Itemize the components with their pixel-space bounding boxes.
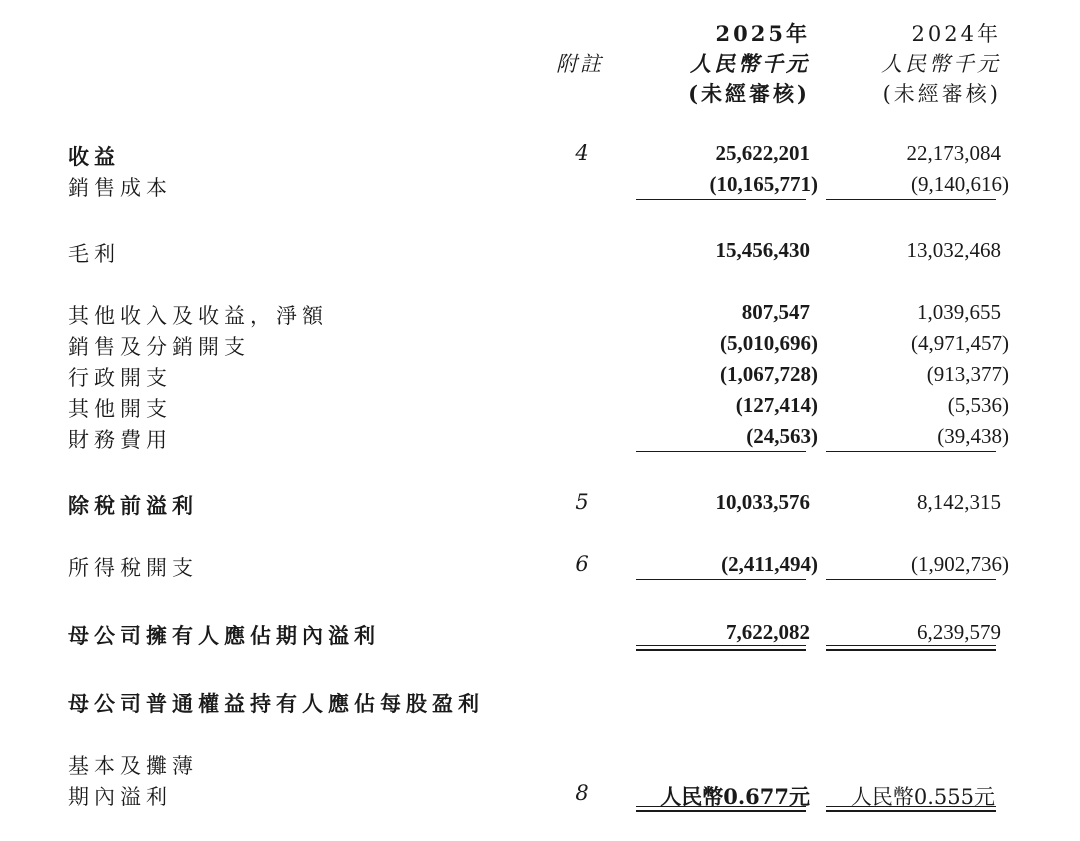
header-currency-2024: 人民幣千元 <box>881 52 1001 76</box>
header-status-2025: (未經審核) <box>688 81 810 106</box>
row-income-tax-2025: (2,411,494) <box>721 552 818 576</box>
row-other-income-2024: 1,039,655 <box>917 300 1001 324</box>
row-revenue-2025: 25,622,201 <box>715 141 810 165</box>
row-other-income-2025: 807,547 <box>741 300 810 324</box>
row-admin-expenses-label: 行政開支 <box>68 366 172 390</box>
row-finance-costs-2024: (39,438) <box>937 424 1009 448</box>
row-other-expenses-2025: (127,414) <box>735 393 818 417</box>
row-admin-expenses-2025: (1,067,728) <box>720 362 818 386</box>
row-cost-of-sales-label: 銷售成本 <box>68 176 172 200</box>
row-gross-profit-label: 毛利 <box>68 242 120 266</box>
row-eps-note: 8 <box>575 781 589 805</box>
row-profit-attributable-label: 母公司擁有人應佔期內溢利 <box>68 623 380 648</box>
row-selling-expenses-2025: (5,010,696) <box>720 331 818 355</box>
header-currency-2025: 人民幣千元 <box>690 51 810 76</box>
row-other-expenses-label: 其他開支 <box>68 397 172 421</box>
row-income-tax-2024: (1,902,736) <box>911 552 1009 576</box>
row-profit-before-tax-note: 5 <box>575 490 589 514</box>
row-selling-expenses-2024: (4,971,457) <box>911 331 1009 355</box>
double-underline-eps-2024 <box>826 806 996 812</box>
eps-heading: 母公司普通權益持有人應佔每股盈利 <box>68 691 484 716</box>
row-finance-costs-label: 財務費用 <box>68 428 172 452</box>
row-profit-before-tax-2025: 10,033,576 <box>715 490 810 514</box>
underline-tax-2024 <box>826 579 996 580</box>
row-revenue-note: 4 <box>575 141 589 165</box>
row-eps-label-line1: 基本及攤薄 <box>68 754 198 778</box>
row-admin-expenses-2024: (913,377) <box>926 362 1009 386</box>
row-revenue-2024: 22,173,084 <box>906 141 1001 165</box>
underline-cost-2024 <box>826 199 996 200</box>
row-selling-expenses-label: 銷售及分銷開支 <box>68 335 250 359</box>
row-eps-2024: 人民幣0.555元 <box>850 785 995 809</box>
row-finance-costs-2025: (24,563) <box>746 424 818 448</box>
header-year-2024: 2024年 <box>911 22 1001 46</box>
row-profit-before-tax-2024: 8,142,315 <box>917 490 1001 514</box>
row-revenue-label: 收益 <box>68 144 120 169</box>
row-cost-of-sales-2025: (10,165,771) <box>709 172 818 196</box>
double-underline-profit-2025 <box>636 645 806 651</box>
header-status-2024: (未經審核) <box>882 82 1001 106</box>
row-profit-before-tax-label: 除稅前溢利 <box>68 493 198 518</box>
double-underline-eps-2025 <box>636 806 806 812</box>
underline-cost-2025 <box>636 199 806 200</box>
row-profit-attributable-2024: 6,239,579 <box>917 620 1001 644</box>
header-year-2025: 2025年 <box>715 21 810 46</box>
row-eps-2025: 人民幣0.677元 <box>660 784 810 809</box>
underline-finance-2024 <box>826 451 996 452</box>
row-eps-label-line2: 期內溢利 <box>68 785 172 809</box>
header-note-label: 附註 <box>556 52 604 76</box>
double-underline-profit-2024 <box>826 645 996 651</box>
row-gross-profit-2024: 13,032,468 <box>906 238 1001 262</box>
row-profit-attributable-2025: 7,622,082 <box>726 620 810 644</box>
row-income-tax-note: 6 <box>575 552 589 576</box>
row-cost-of-sales-2024: (9,140,616) <box>911 172 1009 196</box>
underline-finance-2025 <box>636 451 806 452</box>
row-other-income-label: 其他收入及收益，淨額 <box>68 304 328 328</box>
row-other-expenses-2024: (5,536) <box>947 393 1009 417</box>
row-gross-profit-2025: 15,456,430 <box>715 238 810 262</box>
underline-tax-2025 <box>636 579 806 580</box>
row-income-tax-label: 所得稅開支 <box>68 556 198 580</box>
